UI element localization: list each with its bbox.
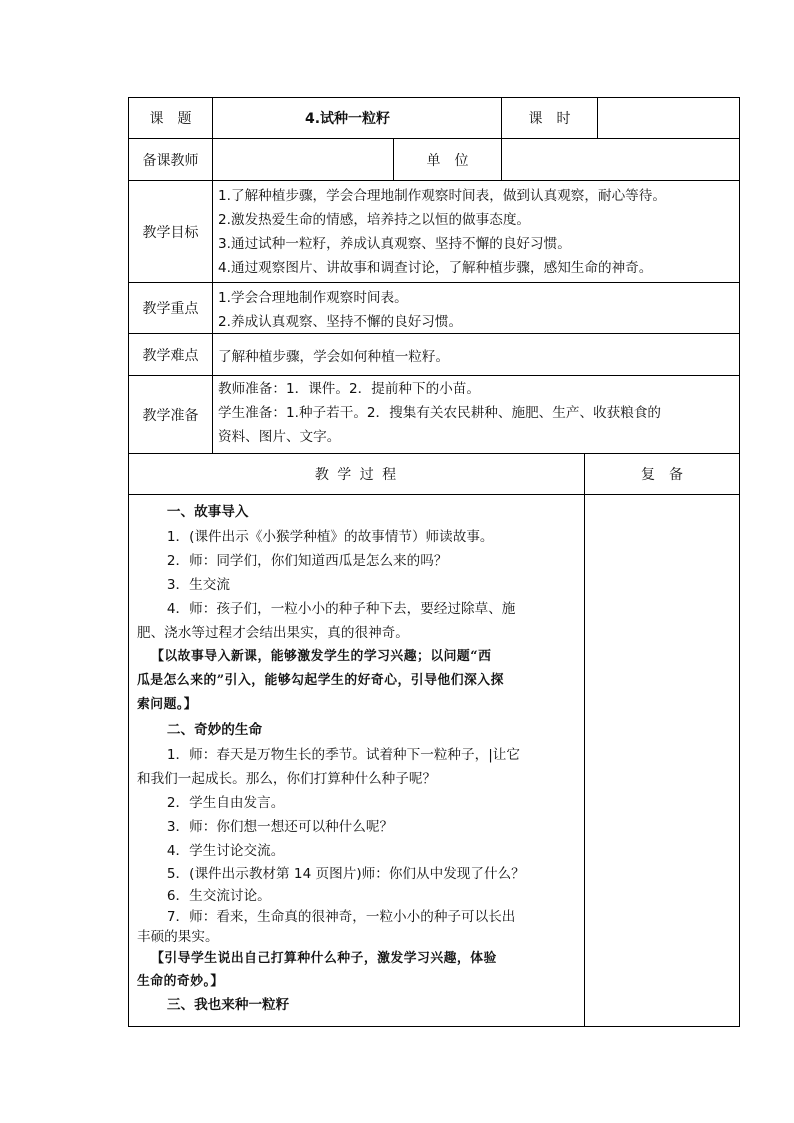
teaching-note: 瓜是怎么来的”引入，能够勾起学生的好奇心，引导他们深入探	[137, 673, 504, 688]
key-point-item: 1.学会合理地制作观察时间表。	[218, 290, 408, 306]
key-point-item: 2.养成认真观察、坚持不懈的良好习惯。	[218, 314, 463, 330]
paragraph: 2．师：同学们，你们知道西瓜是怎么来的吗？	[166, 553, 448, 569]
teacher-label: 备课教师	[142, 152, 199, 169]
topic-label: 课 题	[149, 111, 192, 127]
section-title: 一、故事导入	[166, 504, 249, 520]
teacher-preparation: 教师准备：1．课件。2．提前种下的小苗。	[218, 381, 480, 397]
objectives-label: 教学目标	[142, 224, 199, 241]
student-preparation-line2: 资料、图片、文字。	[218, 429, 341, 445]
hours-label: 课 时	[501, 98, 597, 138]
paragraph: 1．(课件出示《小猴学种植》的故事情节）师读故事。	[166, 529, 494, 545]
student-preparation-line1: 学生准备：1.种子若干。2．搜集有关农民耕种、施肥、生产、收获粮食的	[218, 405, 662, 421]
row-difficulties	[128, 333, 740, 375]
unit-label: 单 位	[393, 139, 501, 180]
objective-item: 1.了解种植步骤，学会合理地制作观察时间表，做到认真观察，耐心等待。	[218, 188, 666, 204]
paragraph: 2．学生自由发言。	[166, 795, 285, 811]
process-content	[129, 495, 584, 1017]
column-divider	[584, 495, 585, 1026]
process-header: 教 学 过 程	[314, 467, 399, 483]
paragraph: 4．师：孩子们，一粒小小的种子种下去，要经过除草、施	[166, 601, 516, 617]
paragraph: 7．师：看来，生命真的很神奇，一粒小小的种子可以长出	[166, 909, 516, 925]
paragraph: 丰硕的果实。	[137, 929, 219, 945]
paragraph: 和我们一起成长。那么，你们打算种什么种子呢？	[137, 771, 437, 787]
paragraph: 1．师：春天是万物生长的季节。试着种下一粒种子，|让它	[166, 747, 520, 763]
teacher-value	[212, 139, 393, 180]
row-teacher	[128, 138, 740, 180]
preparation-label: 教学准备	[142, 407, 199, 424]
paragraph: 3．生交流	[166, 577, 230, 593]
objective-item: 4.通过观察图片、讲故事和调查讨论，了解种植步骤，感知生命的神奇。	[218, 260, 653, 276]
paragraph: 6．生交流讨论。	[166, 888, 271, 904]
preparation-list	[212, 376, 739, 453]
paragraph: 4．学生讨论交流。	[166, 843, 285, 859]
row-preparation	[128, 375, 740, 453]
row-process-header	[128, 453, 740, 494]
teaching-note: 生命的奇妙。】	[137, 974, 224, 989]
lesson-plan-table	[128, 97, 740, 1027]
paragraph: 肥、浇水等过程才会结出果实，真的很神奇。	[137, 625, 409, 641]
process-body	[128, 494, 740, 1027]
teaching-note: 【以故事导入新课，能够激发学生的学习兴趣；以问题“西	[151, 649, 492, 664]
key-points-list	[212, 283, 739, 333]
hours-value	[597, 98, 739, 138]
row-objectives	[128, 180, 740, 282]
section-title: 三、我也来种一粒籽	[166, 997, 290, 1013]
unit-value	[501, 139, 739, 180]
objective-item: 3.通过试种一粒籽，养成认真观察、坚持不懈的良好习惯。	[218, 236, 571, 252]
row-key-points	[128, 282, 740, 333]
key-points-label: 教学重点	[142, 301, 199, 317]
difficulties-text: 了解种植步骤，学会如何种植一粒籽。	[212, 334, 739, 375]
teaching-note: 索问题。】	[137, 697, 198, 712]
topic-value: 4.试种一粒籽	[212, 98, 501, 138]
teaching-note: 【引导学生说出自己打算种什么种子，激发学习兴趣，体验	[151, 951, 497, 966]
row-topic	[128, 97, 740, 138]
section-title: 二、奇妙的生命	[166, 722, 263, 738]
review-header: 复 备	[584, 454, 739, 494]
paragraph: 3．师：你们想一想还可以种什么呢？	[166, 819, 394, 835]
difficulties-label: 教学难点	[142, 347, 199, 364]
objective-item: 2.激发热爱生命的情感，培养持之以恒的做事态度。	[218, 212, 531, 228]
objectives-list	[212, 181, 739, 282]
paragraph: 5．(课件出示教材第 14 页图片)师：你们从中发现了什么？	[166, 866, 525, 882]
